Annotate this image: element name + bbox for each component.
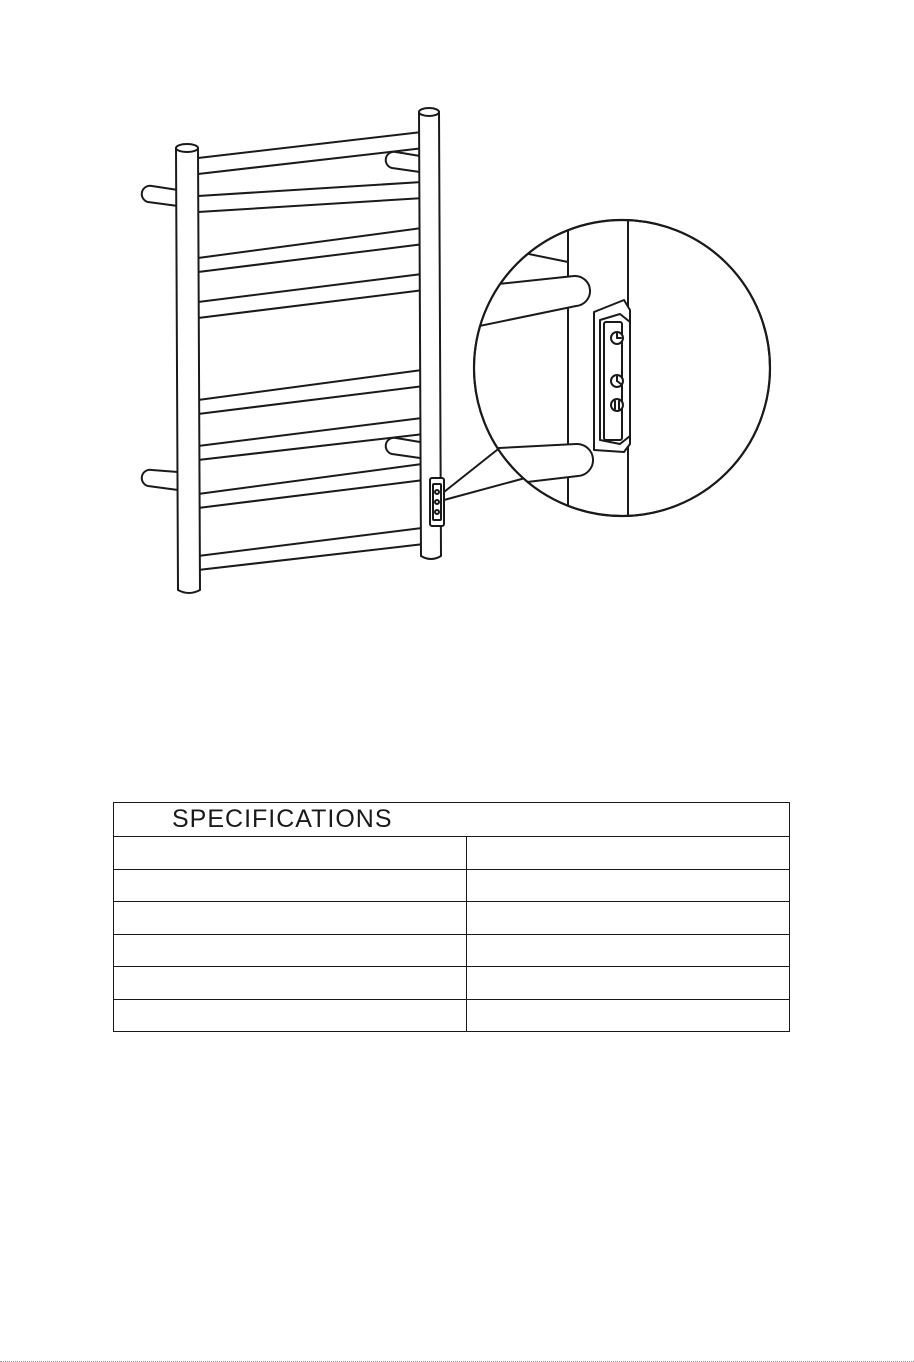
table-row <box>114 869 790 902</box>
spec-label-cell <box>114 869 467 902</box>
table-row <box>114 902 790 935</box>
spec-value-cell <box>467 999 790 1032</box>
spec-label-cell <box>114 934 467 967</box>
left-post <box>176 144 200 593</box>
table-row <box>114 837 790 870</box>
towel-bars <box>198 132 431 570</box>
table-row <box>114 999 790 1032</box>
power-icon <box>611 332 623 344</box>
spec-value-cell <box>467 902 790 935</box>
specifications-table <box>113 802 790 1032</box>
spec-label-cell <box>114 967 467 1000</box>
spec-value-cell <box>467 869 790 902</box>
heat-icon <box>611 399 623 411</box>
spec-value-cell <box>467 837 790 870</box>
spec-label-cell <box>114 902 467 935</box>
timer-icon <box>611 375 623 387</box>
spec-value-cell <box>467 934 790 967</box>
spec-value-cell <box>467 967 790 1000</box>
table-row <box>114 967 790 1000</box>
specifications-title: SPECIFICATIONS <box>114 803 790 837</box>
table-row <box>114 934 790 967</box>
control-box-small <box>430 478 444 526</box>
spec-label-cell <box>114 837 467 870</box>
towel-rack-illustration <box>0 0 914 660</box>
spec-label-cell <box>114 999 467 1032</box>
specifications-header-row <box>114 803 790 837</box>
detail-magnifier <box>460 200 770 540</box>
